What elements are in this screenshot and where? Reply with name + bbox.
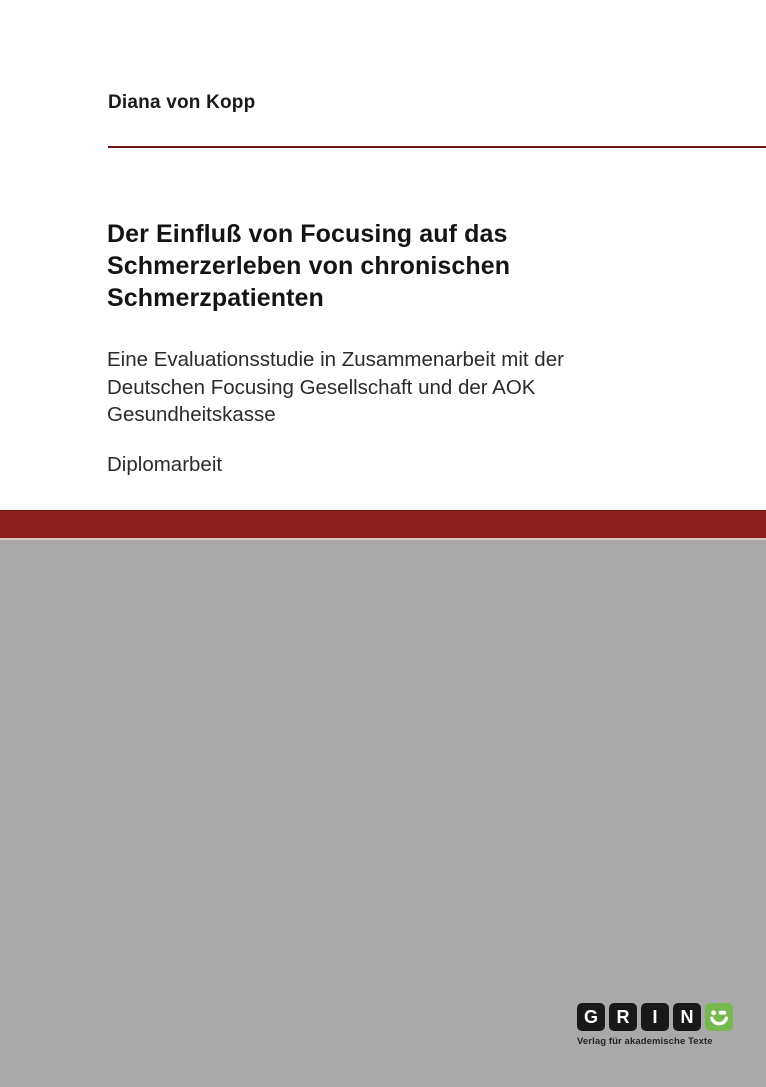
book-subtitle-line-1: Eine Evaluationsstudie in Zusammenarbeit mit der	[107, 348, 564, 371]
grin-logo-letter-g: G	[577, 1003, 605, 1031]
book-title	[107, 218, 510, 314]
grin-publisher-logo	[577, 1003, 737, 1047]
author-divider-rule	[108, 146, 766, 148]
smiley-icon	[705, 1003, 733, 1031]
book-subtitle	[107, 346, 564, 429]
book-title-line-2: Schmerzerleben von chronischen	[107, 252, 511, 280]
accent-red-bar	[0, 510, 766, 538]
red-bar-underline	[0, 538, 766, 540]
book-title-line-3: Schmerzpatienten	[107, 284, 324, 312]
grin-logo-letter-i: I	[641, 1003, 669, 1031]
book-title-line-1: Der Einfluß von Focusing auf das	[107, 220, 508, 248]
author-name: Diana von Kopp	[108, 92, 256, 113]
grin-logo-letter-n: N	[673, 1003, 701, 1031]
book-subtitle-line-3: Gesundheitskasse	[107, 403, 276, 426]
document-type-label: Diplomarbeit	[107, 453, 223, 476]
grin-logo-letter-r: R	[609, 1003, 637, 1031]
publisher-tagline: Verlag für akademische Texte	[577, 1036, 713, 1047]
grin-logo-letter-boxes	[577, 1003, 737, 1031]
book-subtitle-line-2: Deutschen Focusing Gesellschaft und der AOK	[107, 375, 536, 399]
